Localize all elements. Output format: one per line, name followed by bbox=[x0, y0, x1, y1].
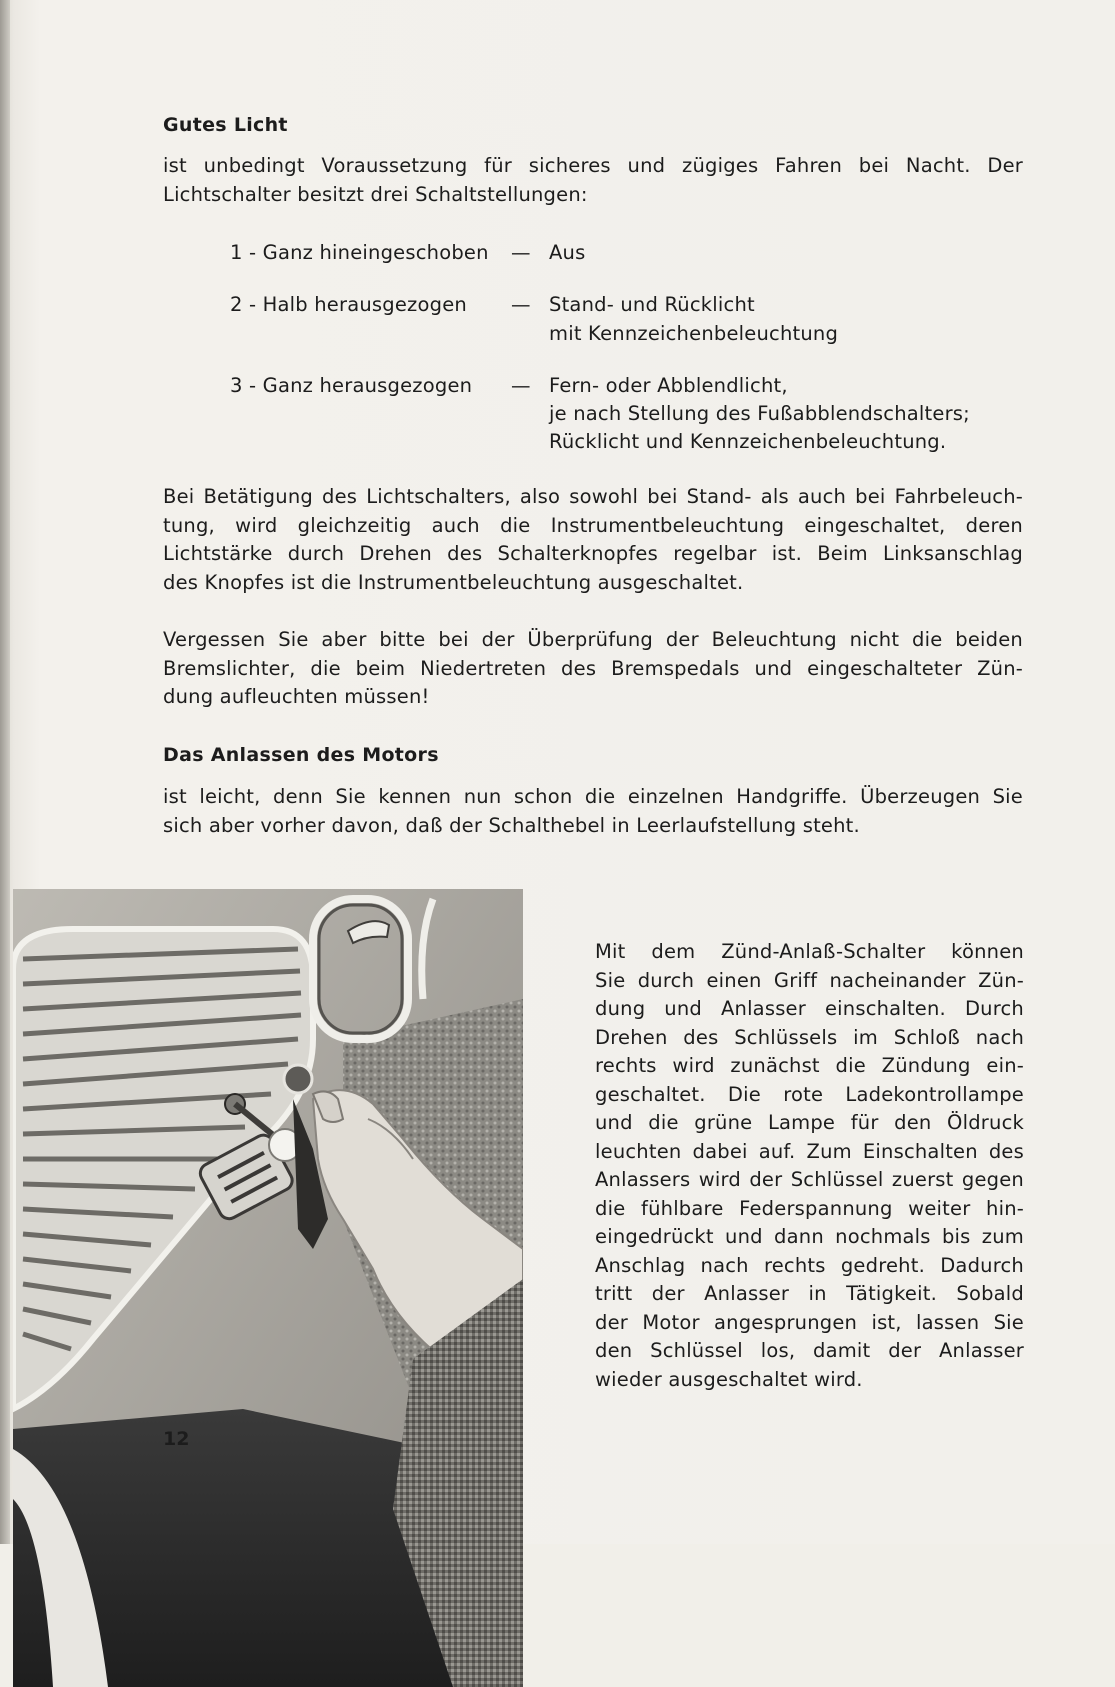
text-line: Bei Betätigung des Lichtschalters, also sowohl bei Stand- als auch bei Fahrbeleuch- bbox=[163, 485, 1023, 508]
switch-position-1-label: 1 - Ganz hineingeschoben bbox=[230, 241, 489, 264]
switch-position-1-result: Aus bbox=[549, 241, 586, 264]
text-line: der Motor angesprungen ist, lassen Sie bbox=[595, 1310, 1024, 1334]
switch-position-3-dash: — bbox=[511, 374, 531, 397]
text-line: dung und Anlasser einschalten. Durch bbox=[595, 997, 1024, 1020]
text-line: tung, wird gleichzeitig auch die Instrumentbeleuchtung eingeschaltet, deren bbox=[163, 513, 1023, 537]
switch-position-2-dash: — bbox=[511, 293, 531, 316]
text-line: ist unbedingt Voraussetzung für sicheres und zügiges Fahren bei Nacht. Der bbox=[163, 154, 1023, 177]
intro-gutes-licht bbox=[163, 152, 1023, 209]
text-line: rechts wird zunächst die Zündung ein- bbox=[595, 1054, 1024, 1077]
intro-anlassen-motor bbox=[163, 783, 1023, 840]
switch-position-3-result-line: je nach Stellung des Fußabblendschalters; bbox=[549, 402, 970, 425]
text-line: Bremslichter, die beim Niedertreten des Bremspedals und eingeschalteter Zün- bbox=[163, 656, 1023, 680]
switch-position-2-label: 2 - Halb herausgezogen bbox=[230, 293, 467, 316]
text-line: Anlassers wird der Schlüssel zuerst gegen bbox=[595, 1168, 1024, 1191]
book-spine-edge bbox=[0, 0, 10, 1544]
switch-position-2-result-line: mit Kennzeichenbeleuchtung bbox=[549, 322, 839, 345]
paragraph-bremslichter bbox=[163, 626, 1023, 712]
switch-position-1-dash: — bbox=[511, 241, 531, 264]
switch-position-3-result-line: Rücklicht und Kennzeichenbeleuchtung. bbox=[549, 430, 947, 453]
ignition-switch-description bbox=[595, 938, 1024, 1394]
text-line: Vergessen Sie aber bitte bei der Überprüfung der Beleuchtung nicht die beiden bbox=[163, 628, 1023, 651]
text-line: sich aber vorher davon, daß der Schalthebel in Leerlaufstellung steht. bbox=[163, 813, 860, 837]
text-line: den Schlüssel los, damit der Anlasser bbox=[595, 1339, 1024, 1362]
dashboard-ignition-photo bbox=[13, 889, 523, 1687]
text-line: tritt der Anlasser in Tätigkeit. Sobald bbox=[595, 1282, 1024, 1305]
text-line: Sie durch einen Griff nacheinander Zün- bbox=[595, 968, 1024, 992]
heading-gutes-licht: Gutes Licht bbox=[163, 114, 288, 136]
switch-position-2-result-line: Stand- und Rücklicht bbox=[549, 293, 755, 316]
text-line: Lichtschalter besitzt drei Schaltstellungen: bbox=[163, 182, 588, 206]
text-line: Anschlag nach rechts gedreht. Dadurch bbox=[595, 1253, 1024, 1277]
text-line: eingedrückt und dann nochmals bis zum bbox=[595, 1225, 1024, 1248]
text-line: und die grüne Lampe für den Öldruck bbox=[595, 1111, 1024, 1134]
text-line: ist leicht, denn Sie kennen nun schon die einzelnen Handgriffe. Überzeugen Sie bbox=[163, 785, 1023, 808]
heading-anlassen-motor: Das Anlassen des Motors bbox=[163, 744, 439, 766]
switch-position-3-result-line: Fern- oder Abblendlicht, bbox=[549, 374, 788, 397]
text-line: Drehen des Schlüssels im Schloß nach bbox=[595, 1025, 1024, 1049]
paragraph-lichtschalter bbox=[163, 483, 1023, 598]
text-line: leuchten dabei auf. Zum Einschalten des bbox=[595, 1139, 1024, 1163]
switch-position-3-label: 3 - Ganz herausgezogen bbox=[230, 374, 473, 397]
text-line: geschaltet. Die rote Ladekontrollampe bbox=[595, 1082, 1024, 1106]
text-line: Mit dem Zünd-Anlaß-Schalter können bbox=[595, 940, 1024, 963]
text-line: wieder ausgeschaltet wird. bbox=[595, 1367, 863, 1391]
text-line: dung aufleuchten müssen! bbox=[163, 685, 430, 709]
page-number: 12 bbox=[163, 1428, 190, 1450]
text-line: die fühlbare Federspannung weiter hin- bbox=[595, 1196, 1024, 1220]
text-line: des Knopfes ist die Instrumentbeleuchtung ausgeschaltet. bbox=[163, 571, 744, 595]
text-line: Lichtstärke durch Drehen des Schalterknopfes regelbar ist. Beim Linksanschlag bbox=[163, 542, 1023, 566]
